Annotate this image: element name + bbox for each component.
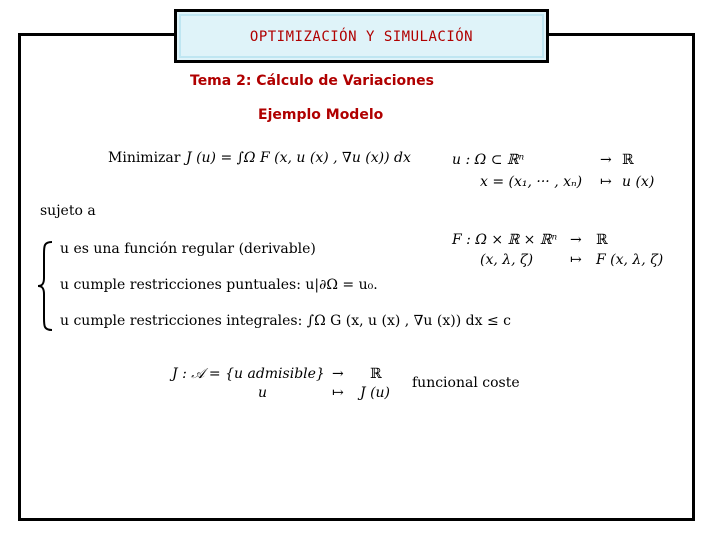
u-map-variable: x = (x₁, ··· , xₙ) bbox=[480, 174, 583, 190]
J-map-mapsto: ↦ bbox=[332, 385, 344, 401]
J-map-arrow: → bbox=[332, 366, 344, 382]
J-map-domain: J : 𝒜 = {u admisible} bbox=[172, 366, 325, 382]
constraint-brace bbox=[36, 240, 56, 332]
J-map-image: J (u) bbox=[360, 385, 391, 401]
J-map-variable: u bbox=[258, 385, 268, 401]
F-map-arrow: → bbox=[570, 232, 582, 248]
F-map-image: F (x, λ, ζ) bbox=[596, 252, 664, 268]
example-heading: Ejemplo Modelo bbox=[258, 107, 384, 123]
F-map-variable: (x, λ, ζ) bbox=[480, 252, 534, 268]
F-map-mapsto: ↦ bbox=[570, 252, 582, 268]
objective-formula: J (u) = ∫Ω F (x, u (x) , ∇u (x)) dx bbox=[186, 150, 411, 166]
J-map-codomain: ℝ bbox=[370, 366, 382, 382]
F-map-codomain: ℝ bbox=[596, 232, 608, 248]
page-title: OPTIMIZACIÓN Y SIMULACIÓN bbox=[249, 29, 474, 45]
header-banner bbox=[174, 9, 549, 63]
constraint-regular: u es una función regular (derivable) bbox=[60, 241, 316, 257]
u-map-image: u (x) bbox=[622, 174, 655, 190]
subject-to-label: sujeto a bbox=[40, 203, 96, 219]
minimize-label: Minimizar bbox=[108, 150, 181, 166]
topic-heading: Tema 2: Cálculo de Variaciones bbox=[190, 73, 434, 89]
constraint-pointwise: u cumple restricciones puntuales: u|∂Ω = u₀. bbox=[60, 277, 378, 293]
u-map-mapsto: ↦ bbox=[600, 174, 612, 190]
F-map-domain: F : Ω × ℝ × ℝⁿ bbox=[452, 232, 558, 248]
functional-label: funcional coste bbox=[412, 375, 520, 391]
u-map-domain: u : Ω ⊂ ℝⁿ bbox=[452, 152, 525, 168]
u-map-arrow: → bbox=[600, 152, 612, 168]
constraint-integral: u cumple restricciones integrales: ∫Ω G (x, u (x) , ∇u (x)) dx ≤ c bbox=[60, 313, 511, 329]
u-map-codomain: ℝ bbox=[622, 152, 634, 168]
